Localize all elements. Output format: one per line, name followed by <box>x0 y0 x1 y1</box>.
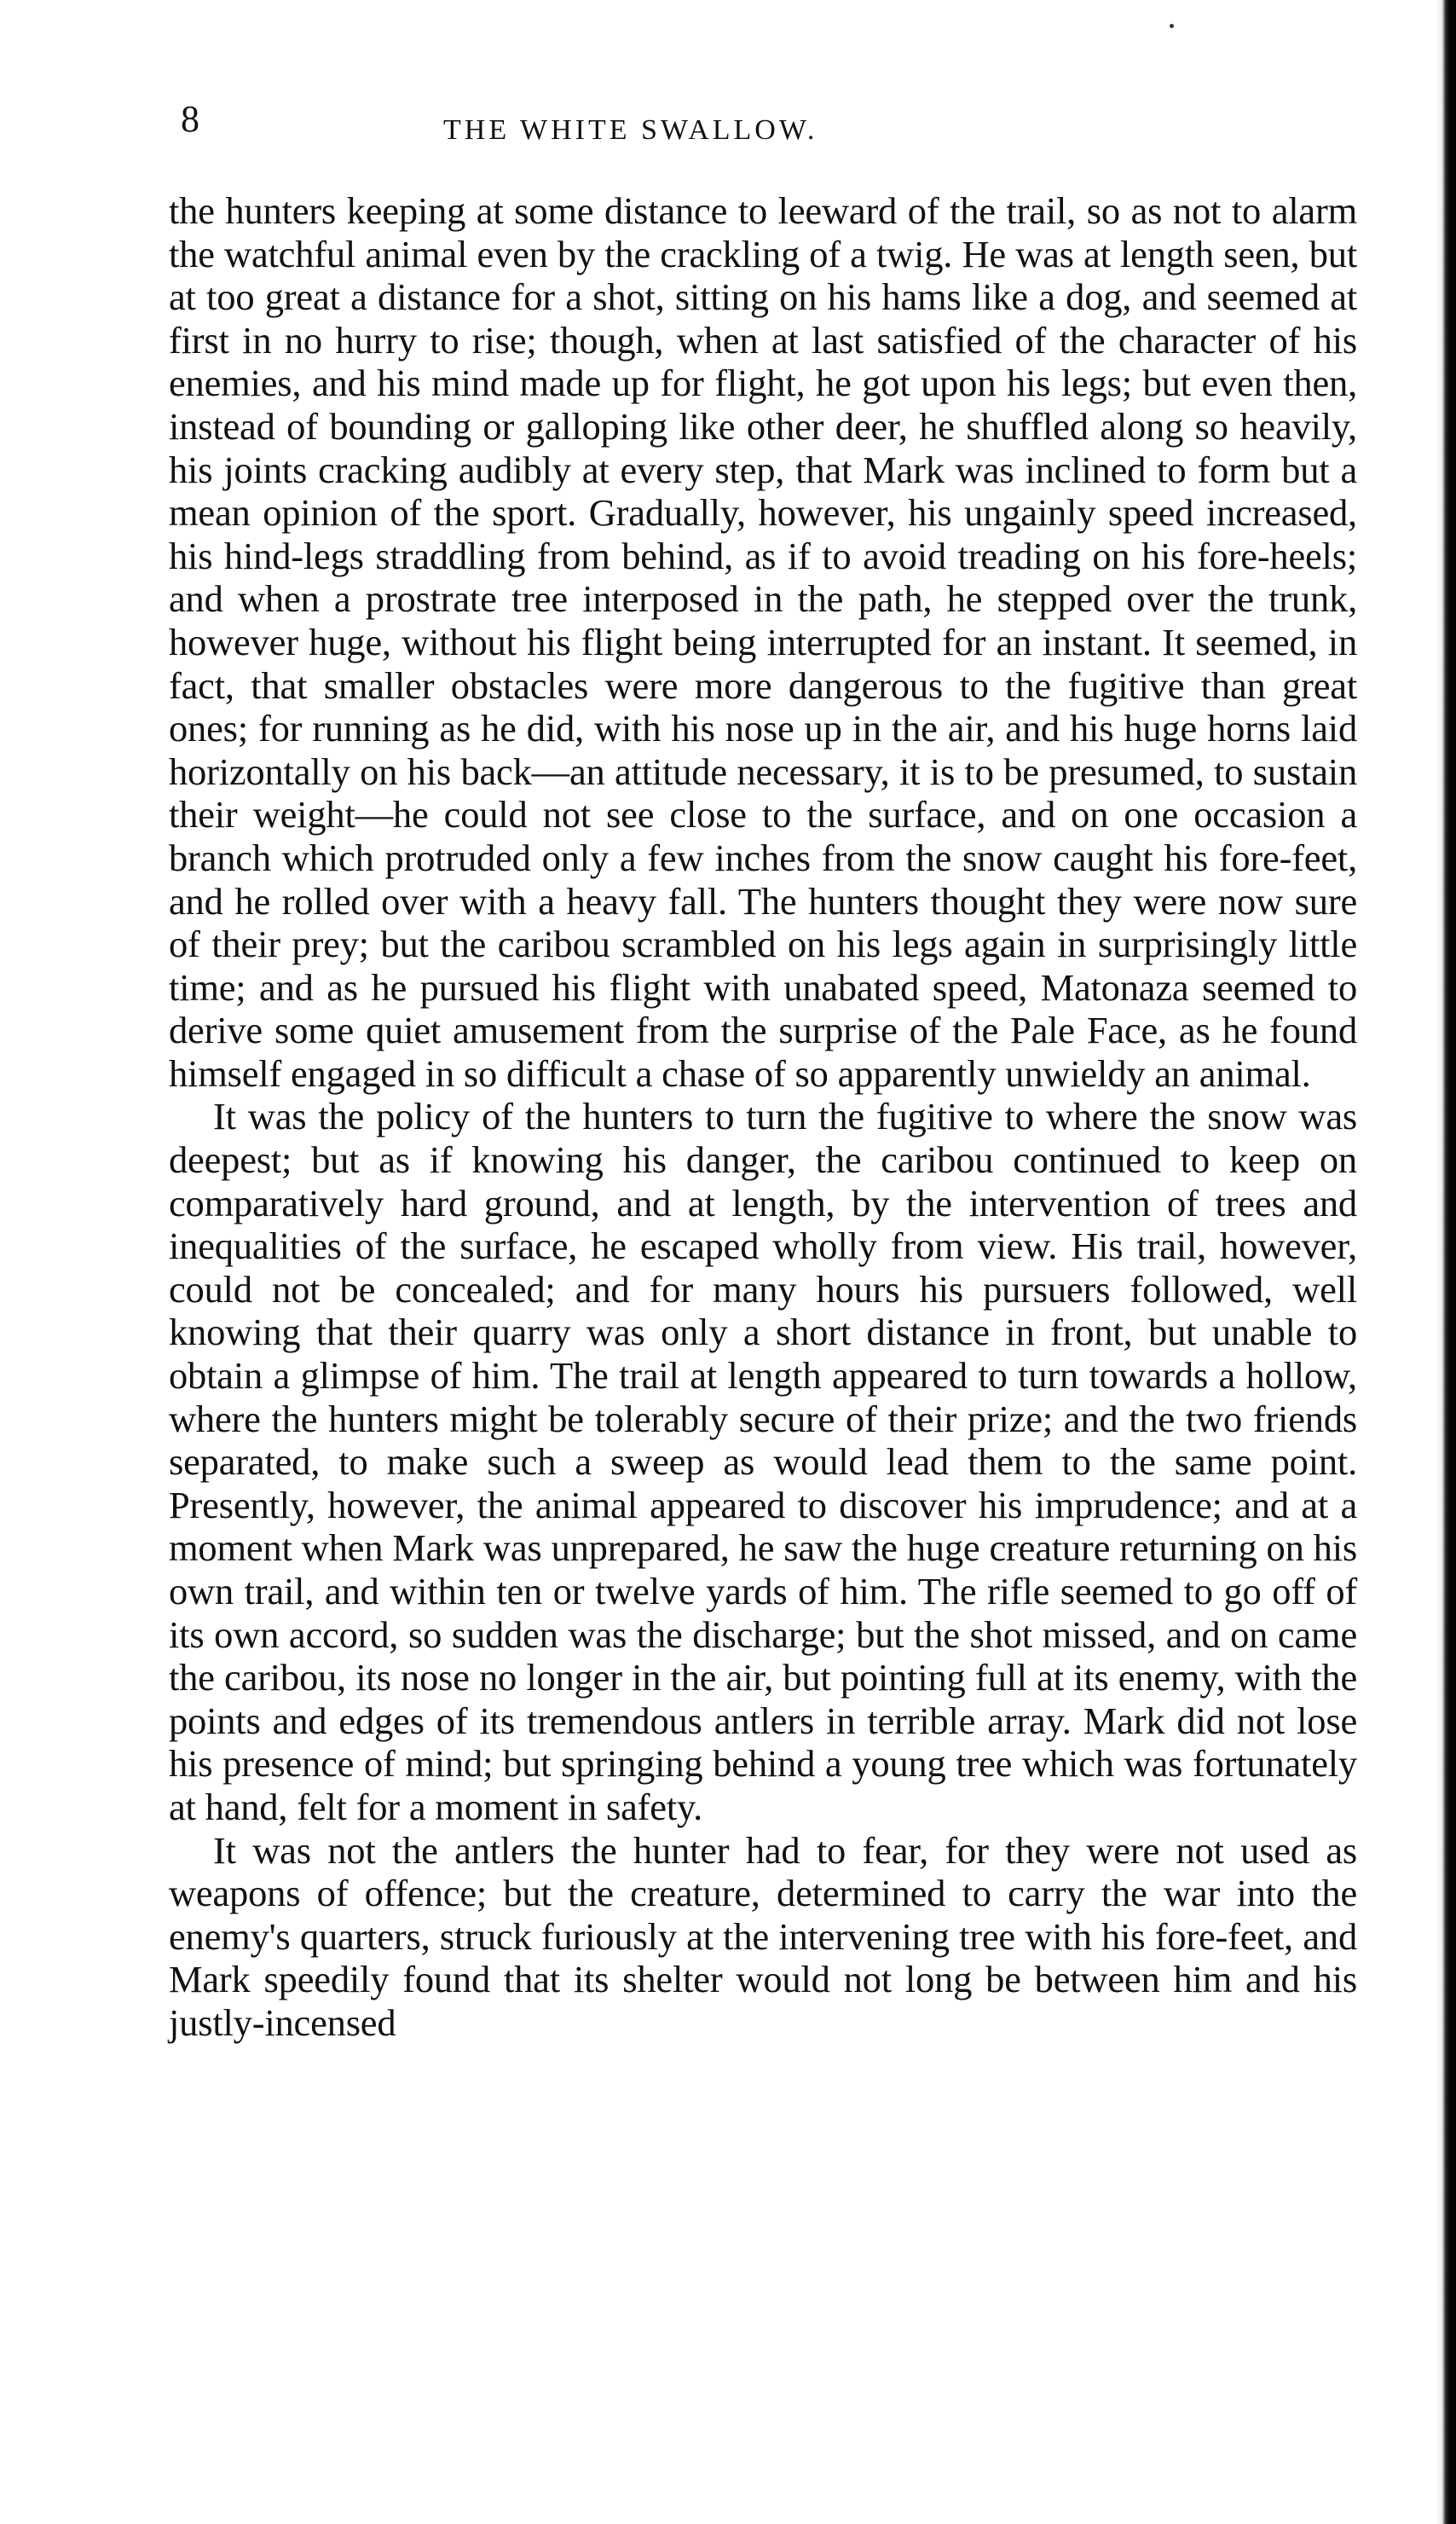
binding-shadow <box>1436 0 1442 2524</box>
page-number: 8 <box>181 98 199 140</box>
binding-edge <box>1442 0 1456 2524</box>
body-text <box>169 189 1357 2045</box>
paragraph-1: the hunters keeping at some distance to leeward of the trail, so as not to alarm the watchful animal even by the crackling of a twig. He was at length seen, but at too great a distance for a shot, sitting on his hams like a dog, and seemed at first in no hurry to rise; though, when at last satisfied of the character of his enemies, and his mind made up for flight, he got upon his legs; but even then, instead of bounding or galloping like other deer, he shuffled along so heavily, his joints cracking audibly at every step, that Mark was inclined to form but a mean opinion of the sport. Gradually, however, his ungainly speed increased, his hind-legs straddling from behind, as if to avoid treading on his fore-heels; and when a prostrate tree interposed in the path, he stepped over the trunk, however huge, without his flight being interrupted for an instant. It seemed, in fact, that smaller obstacles were more dangerous to the fugitive than great ones; for running as he did, with his nose up in the air, and his huge horns laid horizontally on his back—an attitude necessary, it is to be presumed, to sustain their weight—he could not see close to the surface, and on one occasion a branch which protruded only a few inches from the snow caught his fore-feet, and he rolled over with a heavy fall. The hunters thought they were now sure of their prey; but the caribou scrambled on his legs again in surprisingly little time; and as he pursued his flight with unabated speed, Matonaza seemed to derive some quiet amusement from the surprise of the Pale Face, as he found himself engaged in so difficult a chase of so apparently unwieldy an animal. <box>169 189 1357 1095</box>
print-speck <box>1170 24 1174 28</box>
paragraph-3: It was not the antlers the hunter had to fear, for they were not used as weapons of offence; but the creature, determined to carry the war into the enemy's quarters, struck furiously at the intervening tree with his fore-feet, and Mark speedily found that its shelter would not long be between him and his justly-incensed <box>169 1828 1357 2044</box>
running-head: THE WHITE SWALLOW. <box>443 114 818 146</box>
paragraph-2: It was the policy of the hunters to turn the fugitive to where the snow was deepest; but as if knowing his danger, the caribou continued to keep on comparatively hard ground, and at length, by the intervention of trees and inequalities of the surface, he escaped wholly from view. His trail, however, could not be concealed; and for many hours his pursuers followed, well knowing that their quarry was only a short distance in front, but unable to obtain a glimpse of him. The trail at length appeared to turn towards a hollow, where the hunters might be tolerably secure of their prize; and the two friends separated, to make such a sweep as would lead them to the same point. Presently, however, the animal appeared to discover his imprudence; and at a moment when Mark was unprepared, he saw the huge creature returning on his own trail, and within ten or twelve yards of him. The rifle seemed to go off of its own accord, so sudden was the discharge; but the shot missed, and on came the caribou, its nose no longer in the air, but pointing full at its enemy, with the points and edges of its tremendous antlers in terrible array. Mark did not lose his presence of mind; but springing behind a young tree which was fortunately at hand, felt for a moment in safety. <box>169 1095 1357 1828</box>
